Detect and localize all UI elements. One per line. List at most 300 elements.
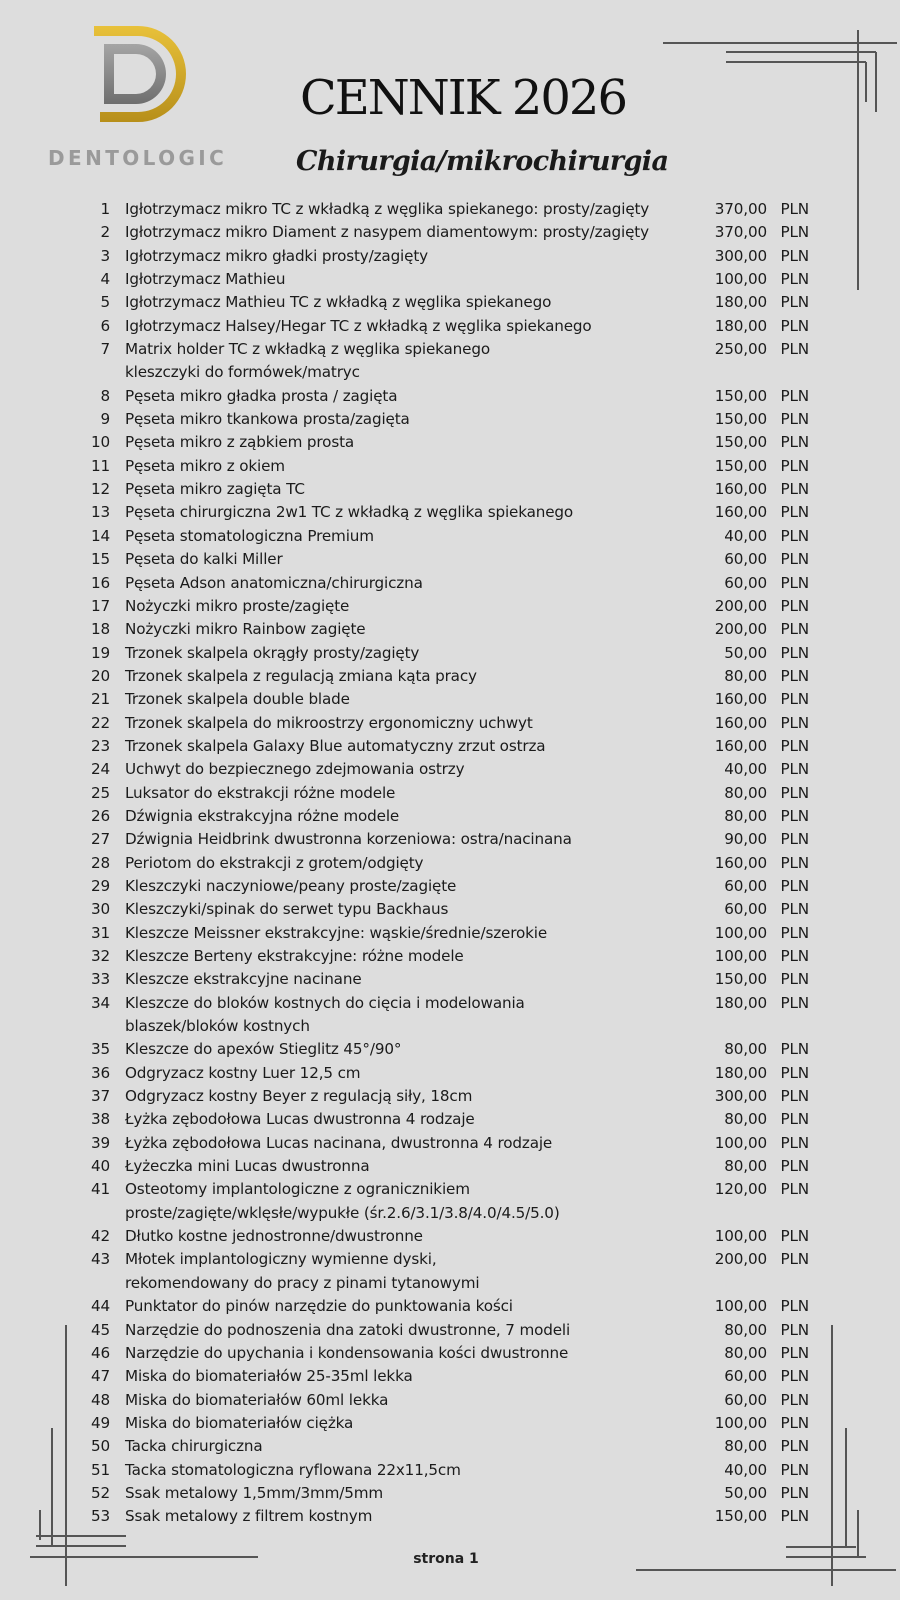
item-price: 80,00 [724, 1343, 767, 1362]
item-name-line: Miska do biomateriałów 25-35ml lekka [125, 1367, 413, 1386]
item-number: 10 [90, 433, 110, 452]
item-name [110, 1038, 665, 1061]
item-name [110, 1412, 665, 1435]
item-name [110, 1062, 665, 1085]
item-currency: PLN [780, 923, 809, 942]
item-price: 180,00 [714, 1063, 767, 1082]
item-currency: PLN [780, 947, 809, 965]
item-name-line: Narzędzie do podnoszenia dna zatoki dwustronne, 7 modeli [125, 1320, 571, 1339]
price-row [82, 1295, 822, 1318]
item-name-line: Odgryzacz kostny Beyer z regulacją siły, 18cm [125, 1087, 473, 1106]
item-currency: PLN [780, 293, 809, 312]
item-price: 150,00 [714, 456, 767, 475]
item-number: 48 [90, 1390, 110, 1409]
item-currency: PLN [780, 1157, 809, 1176]
item-name [110, 852, 665, 875]
item-price: 60,00 [724, 573, 767, 592]
item-name [110, 1365, 665, 1388]
item-name-line: Trzonek skalpela z regulacją zmiana kąta pracy [125, 666, 477, 685]
item-name [110, 758, 665, 781]
item-price: 80,00 [724, 783, 767, 802]
item-name [110, 315, 665, 338]
item-price: 160,00 [714, 480, 767, 499]
item-currency: PLN [780, 1367, 809, 1386]
item-currency: PLN [780, 1250, 809, 1269]
price-row [82, 431, 822, 454]
price-row [82, 805, 822, 828]
item-price: 100,00 [714, 947, 767, 965]
item-price: 180,00 [714, 993, 767, 1012]
item-price: 80,00 [724, 1110, 767, 1129]
item-name-line: Miska do biomateriałów 60ml lekka [125, 1390, 389, 1409]
item-price: 160,00 [714, 713, 767, 732]
item-name [110, 1319, 665, 1342]
item-currency: PLN [780, 1297, 809, 1316]
item-name [110, 1295, 665, 1318]
item-number: 49 [90, 1413, 110, 1432]
item-currency: PLN [780, 713, 809, 732]
price-row [82, 1132, 822, 1155]
item-price: 300,00 [714, 1087, 767, 1106]
item-number: 27 [90, 830, 110, 849]
price-row [82, 828, 822, 851]
price-row [82, 1085, 822, 1108]
item-name-line: Dźwignia ekstrakcyjna różne modele [125, 806, 400, 825]
item-name-line: Igłotrzymacz Halsey/Hegar TC z wkładką z węglika spiekanego [125, 316, 592, 335]
item-currency: PLN [780, 200, 809, 218]
item-currency: PLN [780, 853, 809, 872]
item-number: 5 [100, 293, 110, 312]
item-name-line: Kleszcze Berteny ekstrakcyjne: różne modele [125, 947, 464, 965]
price-row [82, 898, 822, 921]
price-list [82, 198, 822, 1529]
item-number: 47 [90, 1367, 110, 1386]
item-number: 52 [90, 1483, 110, 1502]
price-row [82, 758, 822, 781]
price-row [82, 782, 822, 805]
item-currency: PLN [780, 1483, 809, 1502]
price-row [82, 735, 822, 758]
item-number: 16 [90, 573, 110, 592]
item-price: 180,00 [714, 316, 767, 335]
item-name [110, 1085, 665, 1108]
item-number: 11 [90, 456, 110, 475]
item-currency: PLN [780, 550, 809, 569]
item-currency: PLN [780, 433, 809, 452]
item-number: 42 [90, 1227, 110, 1246]
price-row [82, 245, 822, 268]
item-name [110, 478, 665, 501]
item-name-line: Pęseta do kalki Miller [125, 550, 283, 569]
item-number: 43 [90, 1250, 110, 1269]
price-row [82, 501, 822, 524]
item-currency: PLN [780, 1343, 809, 1362]
item-currency: PLN [780, 1063, 809, 1082]
item-name-line: Odgryzacz kostny Luer 12,5 cm [125, 1063, 361, 1082]
price-row [82, 1365, 822, 1388]
item-name [110, 945, 665, 968]
price-row [82, 408, 822, 431]
item-price: 150,00 [714, 970, 767, 989]
item-name [110, 618, 665, 641]
item-price: 150,00 [714, 410, 767, 429]
page-number: strona 1 [413, 1551, 479, 1567]
item-currency: PLN [780, 1390, 809, 1409]
item-name-line: proste/zagięte/wklęsłe/wypukłe (śr.2.6/3.1/3.8/4.0/4.5/5.0) [125, 1203, 560, 1222]
item-currency: PLN [780, 970, 809, 989]
item-currency: PLN [780, 666, 809, 685]
item-name [110, 385, 665, 408]
item-currency: PLN [780, 223, 809, 242]
item-name [110, 501, 665, 524]
item-name-line: Pęseta chirurgiczna 2w1 TC z wkładką z węglika spiekanego [125, 503, 574, 522]
item-price: 80,00 [724, 1157, 767, 1176]
item-number: 44 [90, 1297, 110, 1316]
item-number: 41 [90, 1180, 110, 1199]
item-price: 180,00 [714, 293, 767, 312]
item-price: 60,00 [724, 876, 767, 895]
item-name-line: Trzonek skalpela do mikroostrzy ergonomiczny uchwyt [125, 713, 533, 732]
item-number: 32 [90, 947, 110, 965]
item-price: 40,00 [724, 1460, 767, 1479]
item-name-line: Pęseta stomatologiczna Premium [125, 526, 374, 545]
item-name [110, 525, 665, 548]
item-currency: PLN [780, 1460, 809, 1479]
page-title: CENNIK 2026 [300, 70, 626, 126]
item-currency: PLN [780, 736, 809, 755]
item-price: 100,00 [714, 1133, 767, 1152]
item-currency: PLN [780, 480, 809, 499]
item-number: 6 [100, 316, 110, 335]
item-price: 200,00 [714, 1250, 767, 1269]
price-row [82, 455, 822, 478]
item-name-line: Ssak metalowy 1,5mm/3mm/5mm [125, 1483, 384, 1502]
item-name [110, 1505, 665, 1528]
item-number: 7 [100, 340, 110, 359]
item-name [110, 1435, 665, 1458]
item-name [110, 992, 665, 1039]
item-name-line: Młotek implantologiczny wymienne dyski, [125, 1250, 437, 1269]
price-row [82, 1178, 822, 1225]
item-price: 90,00 [724, 830, 767, 849]
item-price: 160,00 [714, 853, 767, 872]
item-number: 21 [90, 690, 110, 709]
price-row [82, 852, 822, 875]
item-name [110, 922, 665, 945]
item-number: 3 [100, 246, 110, 265]
item-number: 30 [90, 900, 110, 919]
price-row [82, 478, 822, 501]
brand-logo [48, 24, 238, 170]
item-name-line: Trzonek skalpela double blade [125, 690, 350, 709]
item-name-line: Pęseta mikro gładka prosta / zagięta [125, 386, 398, 405]
item-number: 33 [90, 970, 110, 989]
price-row [82, 221, 822, 244]
price-row [82, 315, 822, 338]
item-currency: PLN [780, 1180, 809, 1199]
item-number: 13 [90, 503, 110, 522]
item-price: 60,00 [724, 900, 767, 919]
item-currency: PLN [780, 410, 809, 429]
price-row [82, 968, 822, 991]
item-price: 160,00 [714, 503, 767, 522]
price-row [82, 945, 822, 968]
item-currency: PLN [780, 1320, 809, 1339]
price-row [82, 1482, 822, 1505]
item-currency: PLN [780, 1087, 809, 1106]
item-number: 37 [90, 1087, 110, 1106]
item-name-line: Kleszcze Meissner ekstrakcyjne: wąskie/średnie/szerokie [125, 923, 548, 942]
item-currency: PLN [780, 783, 809, 802]
item-price: 120,00 [714, 1180, 767, 1199]
item-number: 19 [90, 643, 110, 662]
item-name [110, 875, 665, 898]
item-number: 50 [90, 1437, 110, 1456]
price-row [82, 198, 822, 221]
item-name-line: Nożyczki mikro Rainbow zagięte [125, 620, 366, 639]
item-number: 38 [90, 1110, 110, 1129]
item-number: 35 [90, 1040, 110, 1059]
item-price: 160,00 [714, 736, 767, 755]
item-price: 80,00 [724, 1040, 767, 1059]
item-number: 14 [90, 526, 110, 545]
item-currency: PLN [780, 760, 809, 779]
item-name [110, 408, 665, 431]
item-name [110, 735, 665, 758]
item-name [110, 898, 665, 921]
item-currency: PLN [780, 993, 809, 1012]
item-name-line: Igłotrzymacz Mathieu [125, 270, 286, 289]
item-number: 4 [100, 270, 110, 289]
price-row [82, 665, 822, 688]
item-currency: PLN [780, 1110, 809, 1129]
item-name [110, 688, 665, 711]
item-name [110, 1108, 665, 1131]
item-price: 100,00 [714, 1297, 767, 1316]
item-name [110, 1389, 665, 1412]
price-row [82, 1342, 822, 1365]
item-number: 39 [90, 1133, 110, 1152]
item-number: 18 [90, 620, 110, 639]
item-name [110, 338, 665, 385]
item-currency: PLN [780, 596, 809, 615]
dentologic-logo-mark [94, 24, 194, 124]
item-name [110, 1342, 665, 1365]
item-price: 160,00 [714, 690, 767, 709]
item-name-line: Narzędzie do upychania i kondensowania kości dwustronne [125, 1343, 569, 1362]
item-number: 53 [90, 1507, 110, 1526]
item-currency: PLN [780, 643, 809, 662]
item-name-line: blaszek/bloków kostnych [125, 1017, 310, 1036]
item-price: 40,00 [724, 760, 767, 779]
item-name [110, 431, 665, 454]
item-name [110, 1132, 665, 1155]
item-price: 150,00 [714, 433, 767, 452]
item-currency: PLN [780, 1133, 809, 1152]
item-price: 80,00 [724, 806, 767, 825]
item-name [110, 642, 665, 665]
item-currency: PLN [780, 1437, 809, 1456]
item-currency: PLN [780, 900, 809, 919]
item-number: 12 [90, 480, 110, 499]
item-name [110, 665, 665, 688]
item-name [110, 1178, 665, 1225]
price-row [82, 1248, 822, 1295]
item-name-line: Miska do biomateriałów ciężka [125, 1413, 354, 1432]
item-name-line: Osteotomy implantologiczne z ogranicznikiem [125, 1180, 470, 1199]
item-number: 34 [90, 993, 110, 1012]
item-name [110, 1155, 665, 1178]
item-name-line: Łyżka zębodołowa Lucas dwustronna 4 rodzaje [125, 1110, 475, 1129]
item-price: 250,00 [714, 340, 767, 359]
item-price: 50,00 [724, 643, 767, 662]
item-price: 300,00 [714, 246, 767, 265]
price-row [82, 1225, 822, 1248]
item-number: 23 [90, 736, 110, 755]
item-name [110, 455, 665, 478]
item-number: 36 [90, 1063, 110, 1082]
item-name-line: Łyżeczka mini Lucas dwustronna [125, 1157, 370, 1176]
item-price: 200,00 [714, 596, 767, 615]
item-name-line: Kleszcze do apexów Stieglitz 45°/90° [125, 1040, 402, 1059]
item-name-line: Łyżka zębodołowa Lucas nacinana, dwustronna 4 rodzaje [125, 1133, 553, 1152]
item-name [110, 968, 665, 991]
item-name [110, 572, 665, 595]
item-number: 8 [100, 386, 110, 405]
item-name-line: Pęseta mikro z okiem [125, 456, 285, 475]
item-name [110, 245, 665, 268]
price-row [82, 1319, 822, 1342]
item-number: 9 [100, 410, 110, 429]
price-row [82, 1505, 822, 1528]
item-currency: PLN [780, 573, 809, 592]
item-name [110, 805, 665, 828]
price-row [82, 688, 822, 711]
item-name [110, 291, 665, 314]
item-number: 22 [90, 713, 110, 732]
item-number: 17 [90, 596, 110, 615]
category-subtitle: Chirurgia/mikrochirurgia [296, 146, 669, 177]
item-price: 150,00 [714, 1507, 767, 1526]
item-price: 100,00 [714, 1227, 767, 1246]
item-name-line: Periotom do ekstrakcji z grotem/odgięty [125, 853, 424, 872]
price-row [82, 338, 822, 385]
item-name-line: Kleszczyki/spinak do serwet typu Backhaus [125, 900, 449, 919]
item-currency: PLN [780, 270, 809, 289]
item-name-line: Tacka chirurgiczna [125, 1437, 263, 1456]
item-name-line: Ssak metalowy z filtrem kostnym [125, 1507, 373, 1526]
item-number: 15 [90, 550, 110, 569]
price-row [82, 712, 822, 735]
item-currency: PLN [780, 503, 809, 522]
item-name-line: Uchwyt do bezpiecznego zdejmowania ostrzy [125, 760, 465, 779]
item-currency: PLN [780, 876, 809, 895]
item-name-line: Punktator do pinów narzędzie do punktowania kości [125, 1297, 513, 1316]
item-name [110, 782, 665, 805]
item-name-line: Pęseta Adson anatomiczna/chirurgiczna [125, 573, 423, 592]
item-number: 2 [100, 223, 110, 242]
price-row [82, 291, 822, 314]
item-name-line: Kleszcze do bloków kostnych do cięcia i modelowania [125, 993, 525, 1012]
item-name [110, 198, 665, 221]
item-name-line: kleszczyki do formówek/matryc [125, 363, 360, 382]
item-name-line: Dźwignia Heidbrink dwustronna korzeniowa: ostra/nacinana [125, 830, 572, 849]
item-currency: PLN [780, 1227, 809, 1246]
item-price: 100,00 [714, 1413, 767, 1432]
item-number: 25 [90, 783, 110, 802]
item-price: 370,00 [714, 223, 767, 242]
item-number: 51 [90, 1460, 110, 1479]
item-currency: PLN [780, 690, 809, 709]
price-row [82, 1459, 822, 1482]
item-currency: PLN [780, 830, 809, 849]
item-name [110, 828, 665, 851]
item-name-line: Dłutko kostne jednostronne/dwustronne [125, 1227, 423, 1246]
item-currency: PLN [780, 1507, 809, 1526]
item-name [110, 712, 665, 735]
item-currency: PLN [780, 316, 809, 335]
item-name [110, 595, 665, 618]
price-row [82, 875, 822, 898]
item-price: 60,00 [724, 550, 767, 569]
price-row [82, 548, 822, 571]
item-name-line: Trzonek skalpela Galaxy Blue automatyczny zrzut ostrza [125, 736, 546, 755]
item-number: 1 [100, 200, 110, 218]
item-name [110, 268, 665, 291]
price-row [82, 642, 822, 665]
item-currency: PLN [780, 806, 809, 825]
item-price: 50,00 [724, 1483, 767, 1502]
item-name-line: Luksator do ekstrakcji różne modele [125, 783, 396, 802]
item-price: 60,00 [724, 1390, 767, 1409]
price-row [82, 992, 822, 1039]
item-number: 31 [90, 923, 110, 942]
price-row [82, 922, 822, 945]
item-name-line: Pęseta mikro zagięta TC [125, 480, 305, 499]
item-price: 60,00 [724, 1367, 767, 1386]
item-name [110, 1248, 665, 1295]
item-price: 80,00 [724, 1320, 767, 1339]
item-number: 20 [90, 666, 110, 685]
item-name-line: Igłotrzymacz mikro Diament z nasypem diamentowym: prosty/zagięty [125, 223, 649, 242]
item-name-line: Kleszczyki naczyniowe/peany proste/zagięte [125, 876, 457, 895]
item-name [110, 548, 665, 571]
item-number: 24 [90, 760, 110, 779]
item-number: 29 [90, 876, 110, 895]
item-currency: PLN [780, 340, 809, 359]
item-name-line: Tacka stomatologiczna ryflowana 22x11,5cm [125, 1460, 461, 1479]
item-price: 370,00 [714, 200, 767, 218]
brand-name: DENTOLOGIC [48, 146, 228, 170]
item-price: 80,00 [724, 666, 767, 685]
item-currency: PLN [780, 246, 809, 265]
item-currency: PLN [780, 456, 809, 475]
price-row [82, 618, 822, 641]
price-row [82, 385, 822, 408]
item-currency: PLN [780, 386, 809, 405]
item-name-line: Matrix holder TC z wkładką z węglika spiekanego [125, 340, 490, 359]
item-name [110, 1225, 665, 1248]
price-row [82, 1155, 822, 1178]
item-currency: PLN [780, 1413, 809, 1432]
item-name [110, 221, 665, 244]
item-name-line: Igłotrzymacz Mathieu TC z wkładką z węglika spiekanego [125, 293, 552, 312]
item-name [110, 1482, 665, 1505]
item-name-line: Trzonek skalpela okrągły prosty/zagięty [125, 643, 420, 662]
item-currency: PLN [780, 1040, 809, 1059]
item-price: 40,00 [724, 526, 767, 545]
item-price: 100,00 [714, 270, 767, 289]
